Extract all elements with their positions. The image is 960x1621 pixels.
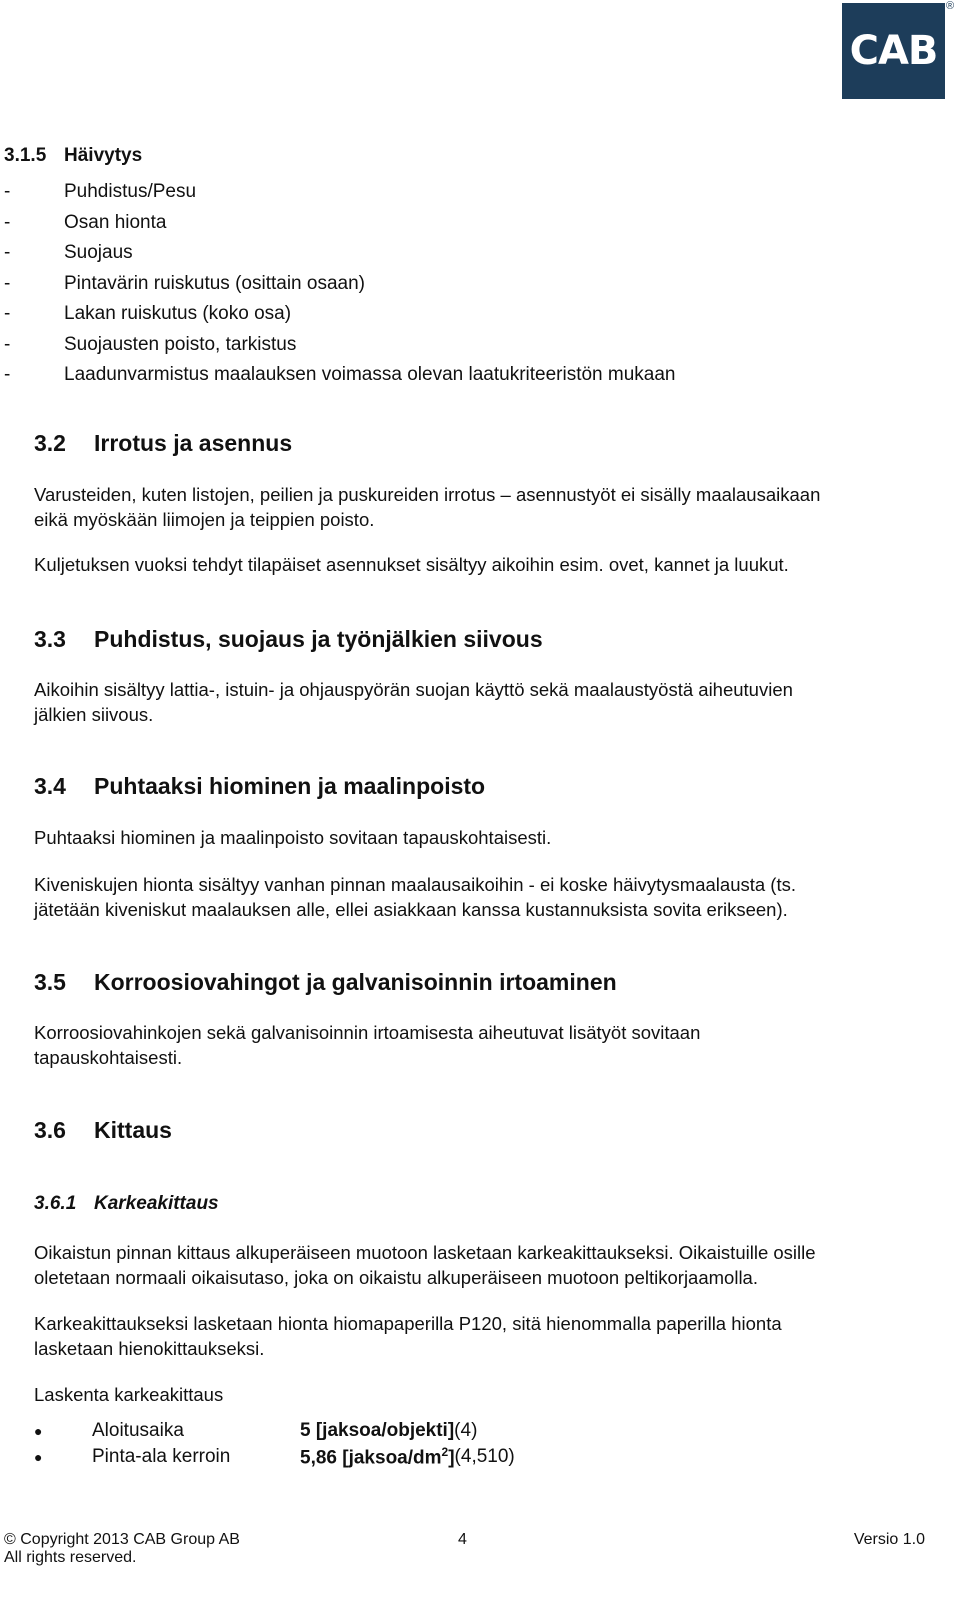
list-item-value: 5 [jaksoa/objekti]: [300, 1420, 455, 1441]
section-36-heading: [34, 1117, 172, 1144]
paragraph-line: tapauskohtaisesti.: [34, 1046, 183, 1068]
list-item: [4, 299, 676, 330]
section-number: 3.5: [34, 969, 66, 995]
registered-mark: ®: [946, 0, 955, 12]
list-item-text: Puhdistus/Pesu: [64, 181, 197, 202]
list-dash: -: [4, 242, 11, 263]
list-dash: -: [4, 333, 11, 355]
section-361-heading: [34, 1193, 219, 1215]
value-text: 5,86 [jaksoa/dm: [300, 1447, 442, 1469]
section-number: 3.2: [34, 430, 66, 456]
list-item: [4, 177, 676, 208]
list-item-text: Suojaus: [64, 242, 133, 263]
list-dash: -: [4, 364, 11, 385]
calculation-list: [34, 1418, 515, 1470]
section-title: Kittaus: [94, 1117, 172, 1143]
list-item-text: Suojausten poisto, tarkistus: [64, 333, 297, 355]
section-number: 3.4: [34, 773, 66, 799]
value-text-end: ]: [448, 1447, 455, 1469]
list-item-label: Aloitusaika: [92, 1420, 184, 1441]
list-item-text: Pintavärin ruiskutus (osittain osaan): [64, 272, 365, 294]
list-item: [4, 208, 676, 239]
section-32-paragraph-1: [34, 483, 934, 532]
section-361-paragraph-3: Laskenta karkeakittaus: [34, 1384, 224, 1405]
paragraph-line: Kiveniskujen hionta sisältyy vanhan pinnan maalausaikoihin - ei koske häivytysmaalausta (ts.: [34, 874, 796, 895]
list-item: [4, 238, 676, 269]
section-35-paragraph-1: [34, 1021, 934, 1070]
section-title: Karkeakittaus: [94, 1193, 219, 1214]
value-superscript: 2: [441, 1444, 449, 1459]
paragraph-line: oletetaan normaali oikaisutaso, joka on oikaistu alkuperäiseen muotoon peltikorjaamolla.: [34, 1266, 758, 1288]
paragraph-line: jätetään kiveniskut maalauksen alle, ellei asiakkaan kanssa kustannuksista sovita erikseen).: [34, 898, 788, 920]
section-361-paragraph-2: [34, 1312, 934, 1361]
paragraph-line: jälkien siivous.: [34, 703, 154, 725]
page-number: 4: [458, 1531, 467, 1548]
list-item-extra: (4,510): [454, 1446, 515, 1467]
section-34-paragraph-2: [34, 873, 934, 922]
cab-logo-text: CAB: [849, 28, 938, 74]
section-number: 3.1.5: [4, 145, 47, 166]
section-315-heading: [4, 145, 142, 167]
section-title: Häivytys: [64, 145, 143, 166]
list-item: [4, 269, 676, 300]
section-title: Puhtaaksi hiominen ja maalinpoisto: [94, 773, 486, 799]
rights-text: All rights reserved.: [4, 1549, 137, 1566]
section-315-list: [4, 177, 676, 391]
list-dash: -: [4, 303, 11, 324]
list-dash: -: [4, 211, 11, 233]
list-item-label: Pinta-ala kerroin: [92, 1446, 231, 1467]
section-number: 3.6.1: [34, 1193, 77, 1214]
section-33-heading: [34, 626, 543, 653]
paragraph-line: eikä myöskään liimojen ja teippien poisto.: [34, 508, 375, 530]
cab-logo: [842, 3, 945, 99]
list-item: [34, 1418, 515, 1444]
section-34-paragraph-1: Puhtaaksi hiominen ja maalinpoisto sovitaan tapauskohtaisesti.: [34, 827, 552, 848]
footer-copyright: [4, 1531, 240, 1567]
paragraph-line: Oikaistun pinnan kittaus alkuperäiseen muotoon lasketaan karkeakittaukseksi. Oikaistuille osille: [34, 1242, 816, 1263]
section-35-heading: [34, 969, 617, 996]
section-32-heading: [34, 430, 292, 457]
list-item-text: Osan hionta: [64, 211, 167, 233]
paragraph-line: Korroosiovahinkojen sekä galvanisoinnin irtoamisesta aiheutuvat lisätyöt sovitaan: [34, 1022, 701, 1043]
section-number: 3.3: [34, 626, 66, 652]
list-item-text: Laadunvarmistus maalauksen voimassa olevan laatukriteeristön mukaan: [64, 364, 676, 385]
list-item-extra: (4): [454, 1420, 478, 1441]
version-label: Versio 1.0: [853, 1531, 925, 1548]
list-item: [4, 330, 676, 361]
list-item-value: [300, 1445, 455, 1469]
list-item: [4, 360, 676, 391]
paragraph-line: lasketaan hienokittaukseksi.: [34, 1337, 265, 1359]
section-34-heading: [34, 773, 485, 800]
section-361-paragraph-1: [34, 1241, 934, 1290]
paragraph-line: Karkeakittaukseksi lasketaan hionta hiomapaperilla P120, sitä hienommalla paperilla hionta: [34, 1313, 782, 1334]
section-title: Irrotus ja asennus: [94, 430, 293, 456]
bullet-icon: ●: [34, 1449, 43, 1465]
paragraph-line: Aikoihin sisältyy lattia-, istuin- ja ohjauspyörän suojan käyttö sekä maalaustyöstä aiheutuvien: [34, 679, 793, 700]
list-dash: -: [4, 181, 11, 202]
copyright-text: © Copyright 2013 CAB Group AB: [4, 1531, 240, 1548]
list-item: [34, 1444, 515, 1470]
list-item-text: Lakan ruiskutus (koko osa): [64, 303, 292, 324]
section-32-paragraph-2: Kuljetuksen vuoksi tehdyt tilapäiset asennukset sisältyy aikoihin esim. ovet, kannet ja luukut.: [34, 554, 789, 575]
paragraph-line: Varusteiden, kuten listojen, peilien ja puskureiden irrotus – asennustyöt ei sisälly maalausaikaan: [34, 484, 821, 505]
list-dash: -: [4, 272, 11, 294]
section-33-paragraph-1: [34, 678, 934, 727]
section-title: Korroosiovahingot ja galvanisoinnin irtoaminen: [94, 969, 617, 995]
section-title: Puhdistus, suojaus ja työnjälkien siivous: [94, 626, 543, 652]
bullet-icon: ●: [34, 1423, 43, 1439]
section-number: 3.6: [34, 1117, 66, 1143]
